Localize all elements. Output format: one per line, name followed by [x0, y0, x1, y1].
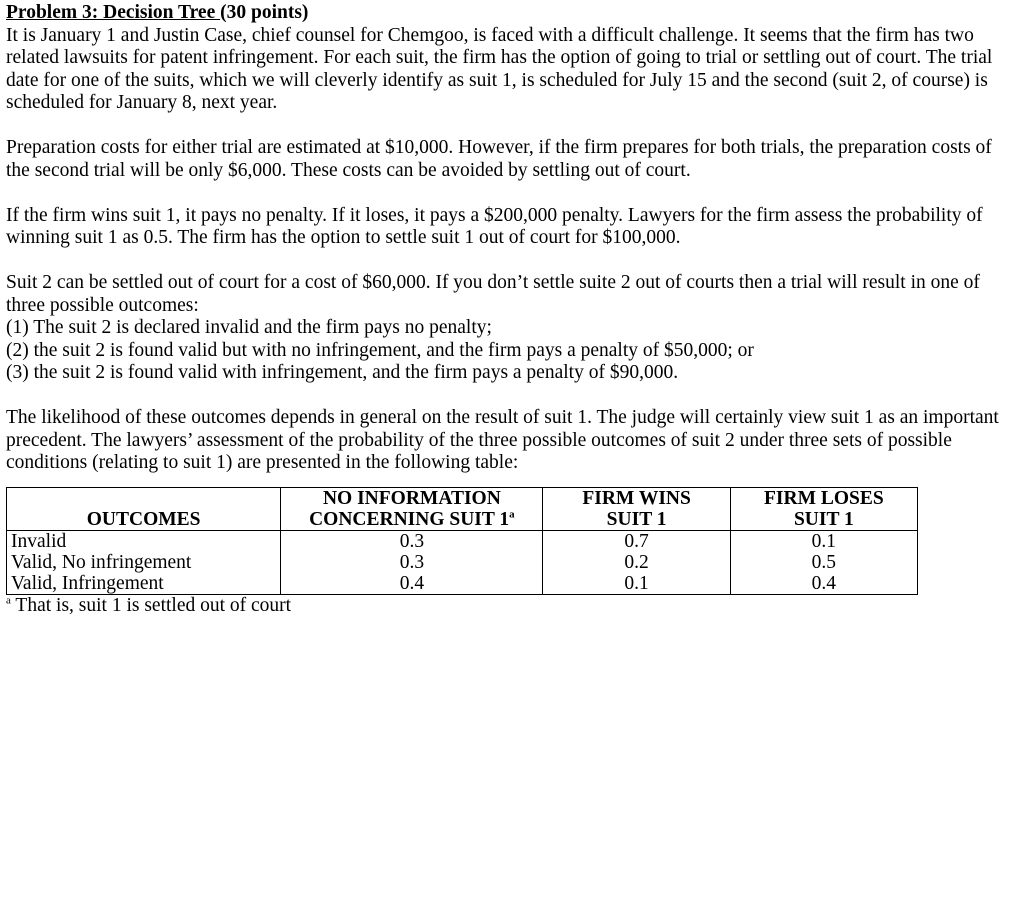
table-row	[7, 552, 918, 573]
problem-title-points: (30 points)	[220, 2, 309, 23]
cell-wins: 0.7	[543, 530, 730, 552]
header-outcomes: OUTCOMES	[7, 487, 281, 530]
cell-loses: 0.4	[730, 573, 917, 595]
outcome-item-1: (1) The suit 2 is declared invalid and the firm pays no penalty;	[6, 317, 492, 338]
table-row	[7, 530, 918, 552]
footnote-text: That is, suit 1 is settled out of court	[10, 594, 292, 616]
outcome-item-3: (3) the suit 2 is found valid with infringement, and the firm pays a penalty of $90,000.	[6, 362, 679, 383]
cell-loses: 0.5	[730, 552, 917, 573]
problem-title	[6, 2, 1018, 25]
table-footnote	[6, 595, 1018, 618]
cell-noinfo: 0.3	[281, 552, 543, 573]
header-firm-wins: FIRM WINS SUIT 1	[543, 487, 730, 530]
header-no-information: NO INFORMATION CONCERNING SUIT 1$^a$	[281, 487, 543, 530]
footnote-marker: a	[6, 594, 11, 606]
header-firm-loses: FIRM LOSES SUIT 1	[730, 487, 917, 530]
cell-wins: 0.2	[543, 552, 730, 573]
outcome-item-2: (2) the suit 2 is found valid but with no infringement, and the firm pays a penalty of $50,000; or	[6, 339, 754, 361]
cell-noinfo: 0.3	[281, 530, 543, 552]
cell-noinfo: 0.4	[281, 573, 543, 595]
table-header-row	[7, 487, 918, 530]
problem-title-main: Problem 3: Decision Tree	[6, 2, 221, 23]
paragraph-intro: It is January 1 and Justin Case, chief counsel for Chemgoo, is faced with a difficult challenge. It seems that the firm has two related lawsuits for patent infringement. For each suit, the firm has the option of going to trial or settling out of court. The trial date for one of the suits, which we will cleverly identify as suit 1, is scheduled for July 15 and the second (suit 2, of course) is scheduled for January 8, next year.	[6, 24, 993, 113]
paragraph-suit2: Suit 2 can be settled out of court for a cost of $60,000. If you don’t settle suite 2 out of courts then a trial will result in one of three possible outcomes:	[6, 272, 980, 316]
cell-wins: 0.1	[543, 573, 730, 595]
suit2-outcomes-block	[6, 272, 1018, 385]
paragraph-suit1: If the firm wins suit 1, it pays no penalty. If it loses, it pays a $200,000 penalty. Lawyers for the firm assess the probability of winning suit 1 as 0.5. The firm has the option to settle suit 1 out of court for $100,000.	[6, 204, 983, 248]
probability-table	[6, 487, 918, 595]
table-row	[7, 573, 918, 595]
footnote-marker: a	[509, 508, 515, 520]
cell-outcome: Valid, Infringement	[7, 573, 281, 595]
paragraph-preparation-costs: Preparation costs for either trial are estimated at $10,000. However, if the firm prepares for both trials, the preparation costs of the second trial will be only $6,000. These costs can be avoided by settling out of court.	[6, 137, 992, 181]
cell-loses: 0.1	[730, 530, 917, 552]
cell-outcome: Invalid	[7, 530, 281, 552]
paragraph-likelihood: The likelihood of these outcomes depends in general on the result of suit 1. The judge will certainly view suit 1 as an important precedent. The lawyers’ assessment of the probability of the three possible outcomes of suit 2 under three sets of possible conditions (relating to suit 1) are presented in the following table:	[6, 407, 999, 473]
cell-outcome: Valid, No infringement	[7, 552, 281, 573]
